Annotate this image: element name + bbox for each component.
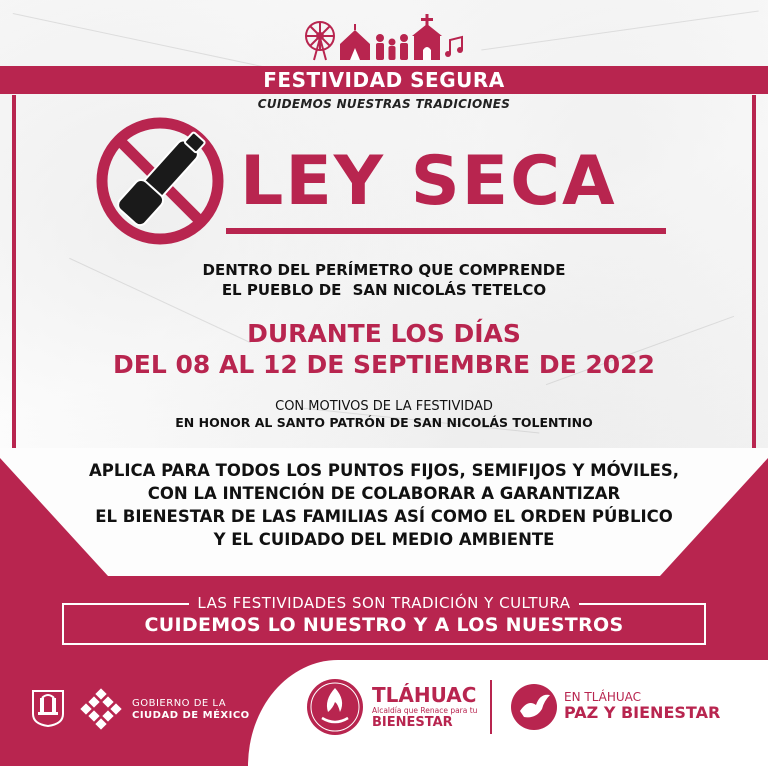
cdmx-shield-icon xyxy=(30,688,66,728)
paz-line-2: PAZ Y BIENESTAR xyxy=(564,703,721,722)
marble-vein xyxy=(481,11,758,51)
header-subtitle: CUIDEMOS NUESTRAS TRADICIONES xyxy=(257,97,511,111)
perimeter-place: SAN NICOLÁS TETELCO xyxy=(352,281,547,299)
main-title: LEY SECA xyxy=(240,142,617,221)
gob-line-2: CIUDAD DE MÉXICO xyxy=(132,710,250,721)
tlahuac-bienestar: BIENESTAR xyxy=(372,715,453,730)
slogan-main: CUIDEMOS LO NUESTRO Y A LOS NUESTROS xyxy=(144,614,624,636)
family-icon xyxy=(376,34,408,60)
circus-tent-icon xyxy=(340,24,370,60)
dates-line-2: DEL 08 AL 12 DE SEPTIEMBRE DE 2022 xyxy=(113,350,655,379)
church-icon xyxy=(412,14,442,60)
ferris-wheel-icon xyxy=(306,22,334,60)
gob-line-1: GOBIERNO DE LA xyxy=(132,698,227,709)
festivity-icons xyxy=(300,14,470,64)
no-alcohol-icon xyxy=(94,115,226,247)
footer-divider xyxy=(490,680,492,734)
motive-line-2: EN HONOR AL SANTO PATRÓN DE SAN NICOLÁS TOLENTINO xyxy=(175,415,593,430)
perimeter-line-1: DENTRO DEL PERÍMETRO QUE COMPRENDE xyxy=(202,261,566,279)
perimeter-line-2 xyxy=(0,280,768,300)
paz-line-1: EN TLÁHUAC xyxy=(564,690,642,704)
tlahuac-tagline: Alcaldía que Renace para tu xyxy=(372,706,478,715)
header-banner xyxy=(0,66,768,94)
gob-cdmx-text xyxy=(132,698,250,722)
tlahuac-name: TLÁHUAC xyxy=(372,683,477,707)
tlahuac-text xyxy=(372,684,477,731)
music-note-icon xyxy=(445,37,463,57)
tlahuac-flame-icon xyxy=(306,678,364,736)
applies-line-2: CON LA INTENCIÓN DE COLABORAR A GARANTIZAR xyxy=(147,484,621,503)
slogan-top-text: LAS FESTIVIDADES SON TRADICIÓN Y CULTURA xyxy=(189,594,578,612)
applies-line-4: Y EL CUIDADO DEL MEDIO AMBIENTE xyxy=(213,530,555,549)
applies-line-3: EL BIENESTAR DE LAS FAMILIAS ASÍ COMO EL ORDEN PÚBLICO xyxy=(95,507,673,526)
perimeter-prefix: EL PUEBLO DE xyxy=(221,281,342,299)
cdmx-logo-icon xyxy=(80,688,122,730)
paz-text xyxy=(564,690,720,722)
banner-title: FESTIVIDAD SEGURA xyxy=(263,68,505,92)
motive-line-1: CON MOTIVOS DE LA FESTIVIDAD xyxy=(275,399,493,414)
motive-text xyxy=(0,399,768,431)
perimeter-text xyxy=(0,260,768,300)
applies-text xyxy=(0,459,768,551)
dates-line-1: DURANTE LOS DÍAS xyxy=(247,319,521,348)
applies-line-1: APLICA PARA TODOS LOS PUNTOS FIJOS, SEMIFIJOS Y MÓVILES, xyxy=(88,461,680,480)
dates-text xyxy=(0,318,768,380)
title-underline xyxy=(226,228,666,234)
marble-vein xyxy=(13,13,268,68)
dove-icon xyxy=(510,683,558,731)
slogan-top xyxy=(0,593,768,612)
